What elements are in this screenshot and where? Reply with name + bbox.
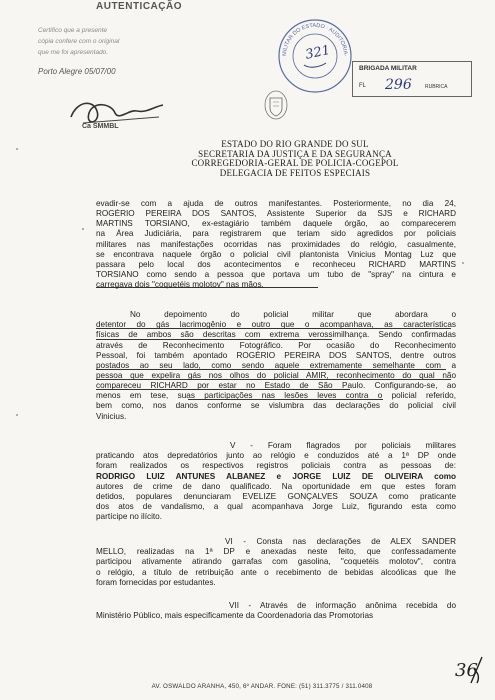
text-line: Pessoal, foi também apontado ROGÉRIO PEREIRA DOS SANTOS, dentre outros	[96, 350, 456, 360]
underline-mark	[188, 399, 383, 400]
underline-mark	[96, 328, 451, 329]
text-line: RODRIGO LUIZ ANTUNES ALBANEZ e JORGE LUIZ DE OLIVEIRA como	[96, 471, 456, 481]
paragraph-3-first-line	[230, 441, 456, 451]
text-line: VII - Através de informação anônima recebida do	[229, 601, 456, 610]
paragraph-3	[96, 451, 456, 522]
stamp-line: cópia confere com o original	[38, 38, 120, 45]
text-line: participou ativamente atirando garrafas com gasolina, "coquetéis molotov", contra	[96, 557, 456, 567]
header-line: SECRETARIA DA JUSTIÇA E DA SEGURANÇA	[198, 148, 392, 159]
text-line: TORSIANO como sendo a pessoa que portava um tubo de "spray" na cintura e	[96, 270, 456, 280]
text-line: foram realizados os respectivos registros policiais contra as pessoas de:	[96, 461, 456, 471]
page-number: 36	[455, 660, 478, 681]
scan-speck	[16, 148, 18, 150]
text-line: o relógio, a título de retribuição ante o recebimento de bebidas alcoólicas que lhe	[96, 567, 456, 577]
underline-mark	[96, 379, 451, 380]
text-line: na Área Judiciária, para registrarem que teriam sido agredidos por policiais	[96, 229, 456, 239]
header-line: DELEGACIA DE FEITOS ESPECIAIS	[219, 167, 371, 178]
stamp-signatory: Ca SMMBL	[82, 123, 119, 130]
header-line: ESTADO DO RIO GRANDE DO SUL	[221, 139, 369, 149]
authentication-stamp	[38, 1, 198, 136]
text-line: partícipe no ilícito.	[96, 512, 162, 522]
text-line: evadir-se com a ajuda de outros manifestantes. Posteriormente, no dia 24,	[96, 199, 456, 208]
scan-speck	[82, 228, 84, 230]
underline-mark	[96, 389, 350, 390]
svg-text:MILITAR DO ESTADO · AUDITORIA·: MILITAR DO ESTADO · AUDITORIA·	[281, 22, 349, 57]
text-line: postados ao seu lado, como sendo aquele extremamente semelhante com a	[96, 360, 456, 370]
paragraph-2-first-line	[130, 310, 456, 320]
text-line: compareceu RICHARD por estar no Estado de São Paulo. Configurando-se, ao	[96, 381, 456, 391]
brigada-label: BRIGADA MILITAR	[359, 65, 417, 72]
text-line: físicas de ambos são descritas com extrema verossimilhança. Sendo confirmadas	[96, 330, 456, 340]
text-line: através de Reconhecimento Fotográfico. Por ocasião do Reconhecimento	[96, 340, 456, 350]
underline-mark	[96, 369, 446, 370]
text-line: pessoa que expelira gás nos olhos do policial AMIR, reconhecimento do qual não	[96, 370, 456, 380]
paragraph-4-first-line	[225, 537, 456, 547]
handwritten-mark	[468, 655, 486, 685]
paragraph-5	[96, 611, 456, 621]
handwritten-signature	[63, 93, 183, 133]
underline-mark	[96, 339, 332, 340]
scan-speck	[462, 262, 464, 264]
paragraph-1	[96, 199, 456, 290]
brigada-fl-label: FL	[359, 83, 367, 89]
folio-number: 296	[385, 77, 412, 93]
text-line: passara pelo local dos acontecimentos e reconheceu RICHARD MARTINS	[96, 259, 456, 269]
text-line: ROGÉRIO PEREIRA DOS SANTOS, Assistente Superior da SJS e RICHARD	[96, 209, 456, 219]
text-line: VI - Consta nas declarações de ALEX SANDER	[225, 537, 456, 546]
paragraph-4	[96, 547, 456, 588]
text-line: V - Foram flagrados por policiais militares	[230, 441, 456, 450]
text-line: autores de crime de dano qualificado. Na oportunidade em que estes foram	[96, 481, 456, 491]
text-line: militares nas manifestações ocorridas nas proximidades do relógio, casualmente,	[96, 239, 456, 249]
text-line: bem como, nos danos conforme se vislumbra das declarações do policial civil	[96, 401, 456, 411]
text-line: Vinicius.	[96, 411, 127, 421]
text-line: dos atos de vandalismo, a qual acompanhava Jorge Luiz, figurando esta como	[96, 501, 456, 511]
text-line: menos em tese, suas participações nas lesões leves contra o policial referido,	[96, 391, 456, 401]
text-line: No depoimento do policial militar que abordara o	[130, 310, 456, 319]
text-line: carregava dois "coquetéis molotov" nas mãos.	[96, 280, 264, 290]
state-emblem-icon	[262, 88, 290, 122]
text-line: foram fornecidas por estudantes.	[96, 577, 216, 587]
text-line: MELLO, realizadas na 1ª DP e anexadas neste feito, que confessadamente	[96, 547, 456, 557]
scan-speck	[16, 414, 18, 416]
stamp-line: que me foi apresentado.	[38, 49, 109, 56]
text-line: se encontrava naquele órgão o policial civil plantonista Vinicius Montag Luz que	[96, 249, 456, 259]
text-line: detidos, populares denunciaram EVELIZE GONÇALVES SOUZA como praticante	[96, 491, 456, 501]
text-line: MARTINS TORSIANO, ex-estagiário também daquele órgão, ao comparecerem	[96, 219, 456, 229]
footer-address: AV. OSWALDO ARANHA, 450, 6º ANDAR. FONE: (51) 311.3775 / 311.0408	[151, 683, 373, 690]
paragraph-5-first-line	[229, 601, 456, 611]
brigada-militar-stamp	[352, 61, 472, 97]
stamp-date: Porto Alegre 05/07/00	[38, 67, 116, 76]
underline-mark	[96, 287, 318, 288]
text-line: praticando atos depredatórios junto ao relógio e conduzidos até a 1ª DP onde	[96, 451, 456, 461]
authentication-title: AUTENTICAÇÃO	[96, 1, 182, 12]
svg-text:321: 321	[304, 42, 332, 63]
round-seal-stamp	[276, 17, 354, 95]
paragraph-2	[96, 320, 456, 422]
text-line: Ministério Público, mais especificamente da Coordenadoria das Promotorias	[96, 611, 374, 621]
text-line: detentor do gás lacrimogênio e outro que o acompanhava, as características	[96, 320, 456, 330]
rubrica-label: RUBRICA	[425, 84, 448, 90]
header-line: CORREGEDORIA-GERAL DE POLICIA-COGEPOL	[191, 158, 399, 168]
stamp-line: Certifico que a presente	[38, 27, 108, 34]
